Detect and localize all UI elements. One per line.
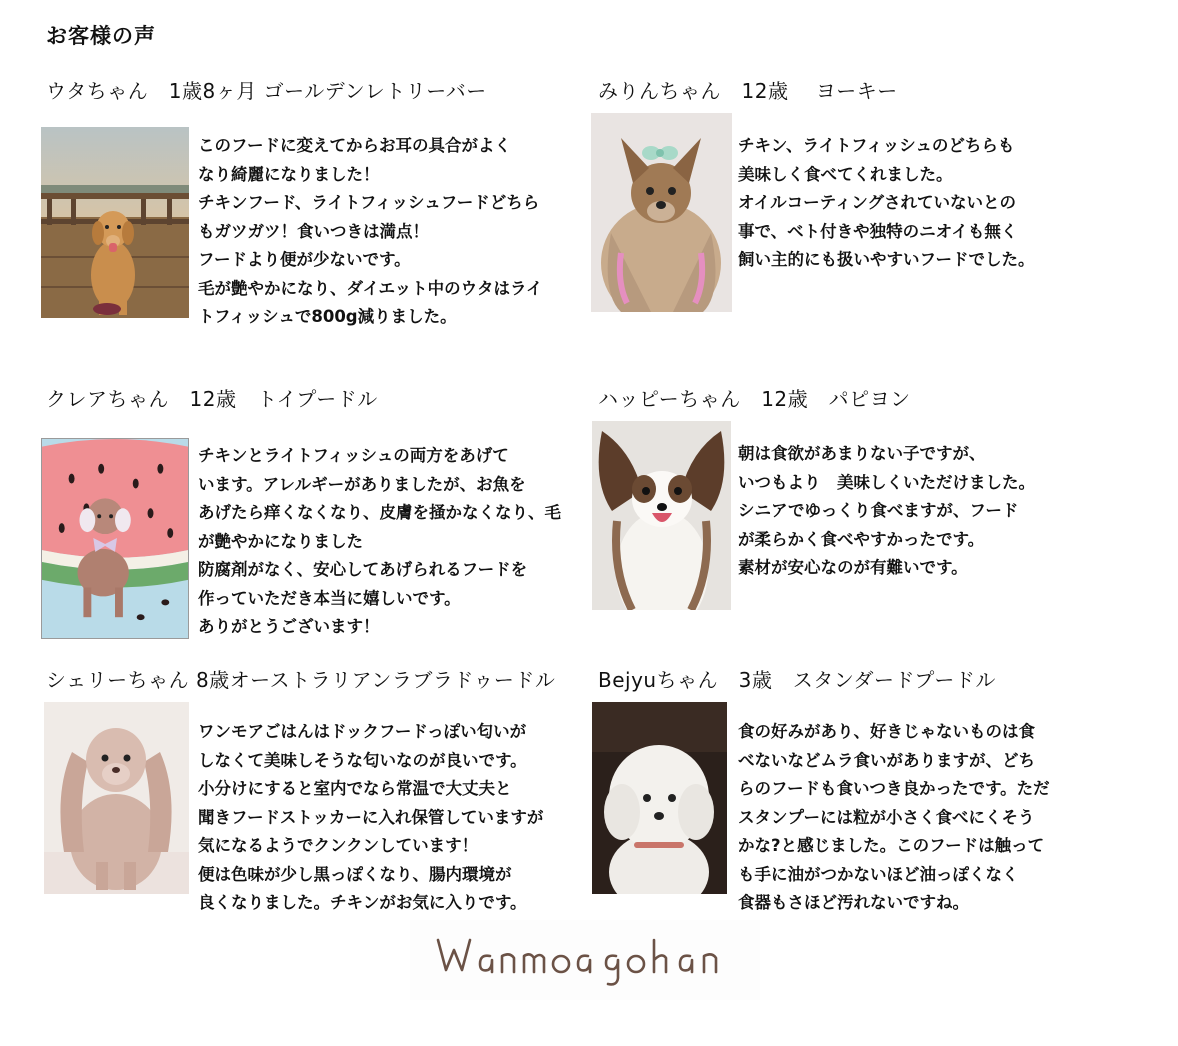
testimonial-line: かな?と感じました。このフードは触って bbox=[738, 836, 1045, 855]
labradoodle-photo bbox=[44, 702, 189, 894]
testimonial-line: 事で、ベト付きや独特のニオイも無く bbox=[738, 221, 1018, 241]
testimonial-text-claire bbox=[198, 442, 561, 642]
testimonial-line: 美味しく食べてくれました。 bbox=[738, 164, 953, 184]
testimonial-line: 聞きフードストッカーに入れ保管していますが bbox=[198, 807, 544, 827]
testimonial-line: このフードに変えてからお耳の具合がよく bbox=[198, 136, 512, 155]
testimonial-line: らのフードも食いつき良かったです。ただ bbox=[738, 779, 1050, 798]
testimonial-name-mirin: みりんちゃん 12歳 ヨーキー bbox=[598, 79, 898, 103]
testimonial-line: 朝は食欲があまりない子ですが、 bbox=[738, 444, 986, 463]
testimonial-name-sherry: シェリーちゃん 8歳オーストラリアンラブラドゥードル bbox=[46, 668, 556, 692]
testimonial-line: スタンプーには粒が小さく食べにくそう bbox=[738, 807, 1035, 827]
testimonial-line: 小分けにすると室内でなら常温で大丈夫と bbox=[198, 779, 512, 798]
testimonial-line: 毛が艶やかになり、ダイエット中のウタはライ bbox=[198, 278, 543, 298]
testimonial-line: もガツガツ！食いつきは満点！ bbox=[198, 221, 429, 241]
testimonial-line: フードより便が少ないです。 bbox=[198, 250, 411, 269]
testimonial-line: が柔らかく食べやすかったです。 bbox=[738, 529, 985, 549]
toy-poodle-photo bbox=[41, 438, 189, 639]
testimonial-line: 防腐剤がなく、安心してあげられるフードを bbox=[198, 560, 528, 579]
testimonial-text-mirin bbox=[738, 132, 1035, 275]
testimonial-text-happy bbox=[738, 440, 1035, 583]
testimonial-line: チキンとライトフィッシュの両方をあげて bbox=[198, 446, 509, 465]
testimonial-line: チキン、ライトフィッシュのどちらも bbox=[738, 136, 1015, 155]
testimonial-name-happy: ハッピーちゃん 12歳 パピヨン bbox=[598, 387, 911, 411]
testimonial-text-sherry bbox=[198, 718, 543, 918]
testimonial-line: オイルコーティングされていないとの bbox=[738, 193, 1017, 212]
testimonial-line: います。アレルギーがありましたが、お魚を bbox=[198, 474, 526, 494]
testimonial-line: シニアでゆっくり食べますが、フード bbox=[738, 501, 1019, 520]
testimonial-line: も手に油がつかないほど油っぽくなく bbox=[738, 864, 1019, 884]
testimonial-line: 便は色味が少し黒っぽくなり、腸内環境が bbox=[198, 864, 512, 884]
testimonial-line: ありがとうございます！ bbox=[198, 617, 380, 636]
testimonial-line: いつもより 美味しくいただけました。 bbox=[738, 472, 1035, 492]
testimonial-line: 食器もさほど汚れないですね。 bbox=[738, 893, 969, 912]
testimonial-name-claire: クレアちゃん 12歳 トイプードル bbox=[46, 387, 378, 411]
testimonial-line: べないなどムラ食いがありますが、どち bbox=[738, 750, 1035, 770]
testimonial-line: 作っていただき本当に嬉しいです。 bbox=[198, 588, 461, 608]
standard-poodle-photo bbox=[592, 702, 727, 894]
testimonial-line: 良くなりました。チキンがお気に入りです。 bbox=[198, 893, 527, 912]
testimonial-line: チキンフード、ライトフィッシュフードどちら bbox=[198, 193, 540, 212]
page-title: お客様の声 bbox=[46, 24, 156, 48]
testimonial-line: ワンモアごはんはドックフードっぽい匂いが bbox=[198, 722, 527, 741]
testimonial-line: しなくて美味しそうな匂いなのが良いです。 bbox=[198, 750, 527, 770]
testimonial-name-uta: ウタちゃん 1歳8ヶ月 ゴールデンレトリーバー bbox=[46, 79, 487, 103]
testimonial-line: が艶やかになりました bbox=[198, 531, 363, 551]
yorkie-photo bbox=[591, 113, 732, 312]
papillon-photo bbox=[592, 421, 731, 610]
testimonial-line: 飼い主的にも扱いやすいフードでした。 bbox=[738, 250, 1035, 269]
testimonial-text-bejyu bbox=[738, 718, 1050, 918]
wanmoagohan-logo bbox=[410, 920, 760, 1000]
testimonial-line: あげたら痒くなくなり、皮膚を掻かなくなり、毛 bbox=[198, 503, 561, 522]
testimonial-line: トフィッシュで800g減りました。 bbox=[198, 307, 457, 326]
testimonial-line: 気になるようでクンクンしています！ bbox=[198, 836, 479, 855]
testimonial-line: 食の好みがあり、好きじゃないものは食 bbox=[738, 722, 1035, 741]
golden-retriever-photo bbox=[41, 127, 189, 318]
testimonial-name-bejyu: Bejyuちゃん 3歳 スタンダードプードル bbox=[598, 668, 996, 692]
testimonial-line: なり綺麗になりました！ bbox=[198, 164, 380, 184]
testimonial-text-uta bbox=[198, 132, 543, 332]
testimonial-line: 素材が安心なのが有難いです。 bbox=[738, 558, 968, 577]
